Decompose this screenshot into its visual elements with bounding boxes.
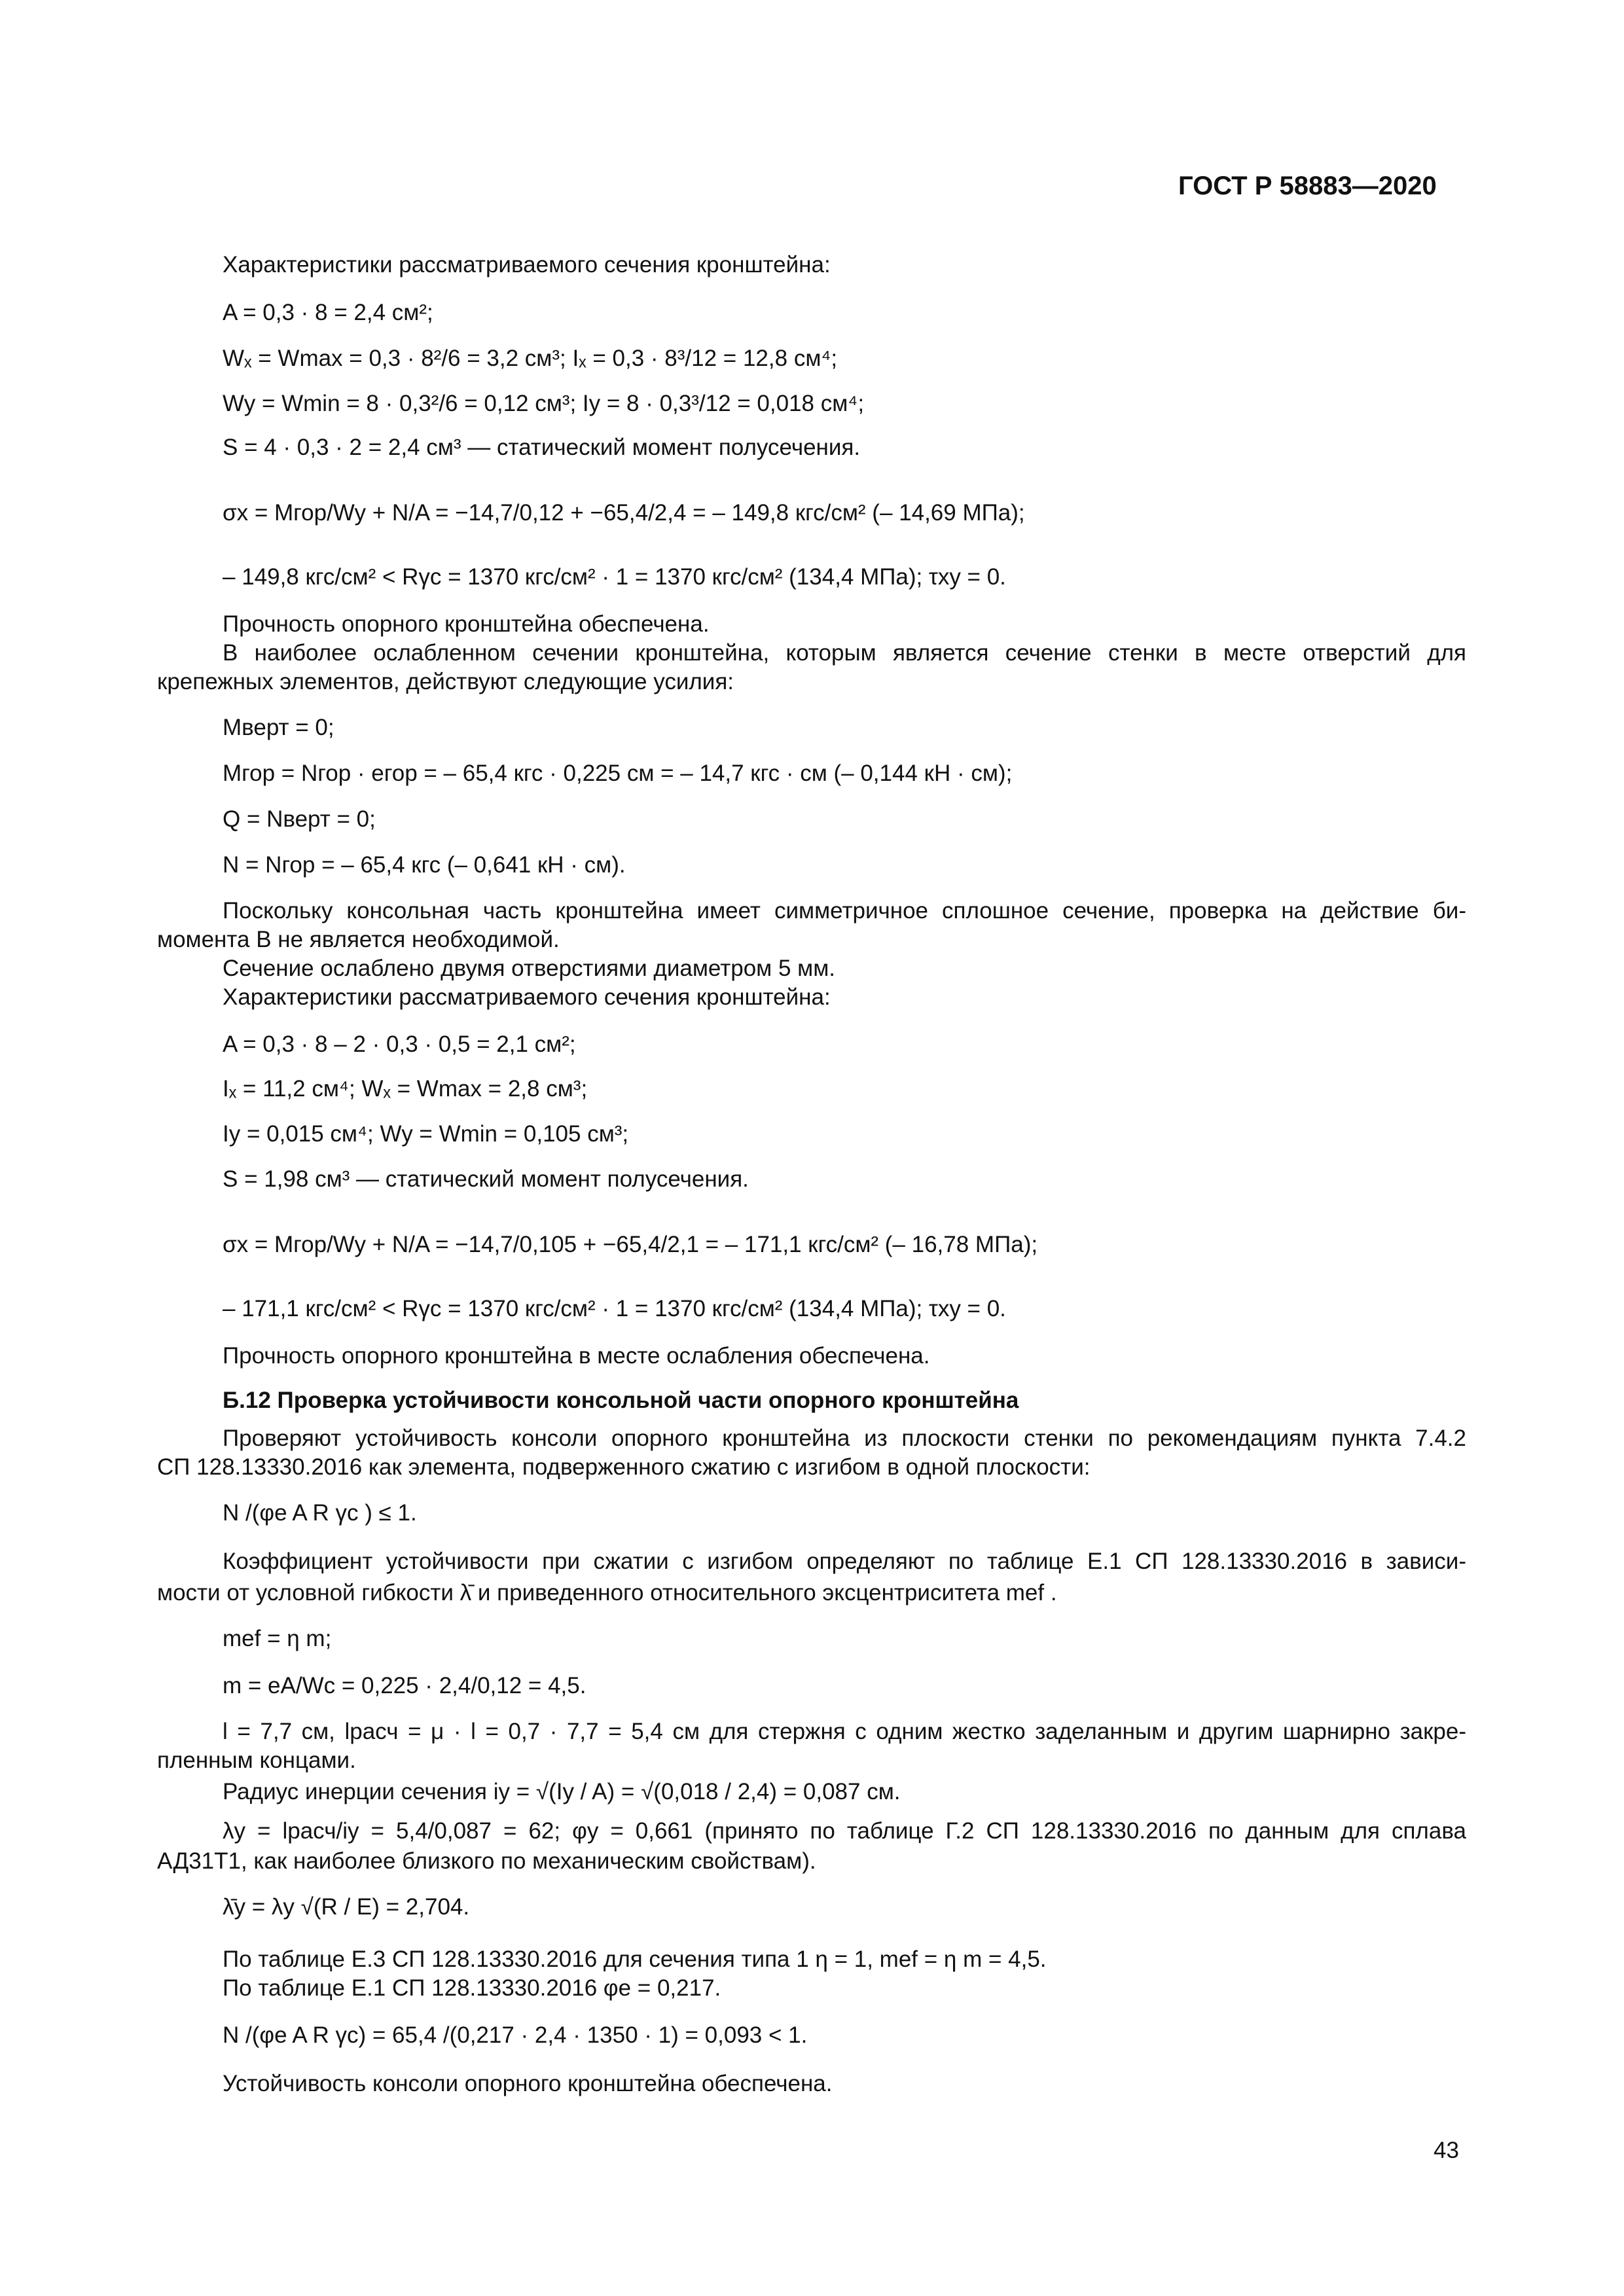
- formula-line: Wₓ = Wmax = 0,3 · 8²/6 = 3,2 см³; Iₓ = 0,3 · 8³/12 = 12,8 см⁴;: [223, 346, 838, 371]
- formula-line: λ̄y = λy √(R / E) = 2,704.: [223, 1894, 470, 1920]
- formula-line: m = eA/Wc = 0,225 · 2,4/0,12 = 4,5.: [223, 1673, 586, 1698]
- formula-line: – 149,8 кгс/см² < Rγc = 1370 кгс/см² · 1 = 1370 кгс/см² (134,4 МПа); τxy = 0.: [223, 564, 1006, 590]
- text-line: Прочность опорного кронштейна обеспечена.: [223, 611, 710, 637]
- text-line: Коэффициент устойчивости при сжатии с изгибом определяют по таблице Е.1 СП 128.13330.2016 в зависи-: [223, 1549, 1466, 1574]
- text-line: l = 7,7 см, lрасч = μ · l = 0,7 · 7,7 = 5,4 см для стержня с одним жестко заделанным и другим шарнирно закре-: [223, 1719, 1466, 1744]
- text-line: Устойчивость консоли опорного кронштейна обеспечена.: [223, 2071, 833, 2096]
- formula-line: S = 4 · 0,3 · 2 = 2,4 см³ — статический момент полусечения.: [223, 435, 861, 460]
- formula-line: σx = Mгор/Wy + N/A = −14,7/0,105 + −65,4/2,1 = – 171,1 кгс/см² (– 16,78 МПа);: [223, 1232, 1038, 1257]
- text-line: Поскольку консольная часть кронштейна имеет симметричное сплошное сечение, проверка на действие би-: [223, 898, 1466, 924]
- text-line: Сечение ослаблено двумя отверстиями диаметром 5 мм.: [223, 956, 835, 981]
- text-line: В наиболее ослабленном сечении кронштейна, которым является сечение стенки в месте отверстий для: [223, 640, 1466, 666]
- formula-line: Wy = Wmin = 8 · 0,3²/6 = 0,12 см³; Iy = 8 · 0,3³/12 = 0,018 см⁴;: [223, 391, 865, 416]
- text-line: мости от условной гибкости λ̄ и приведенного относительного эксцентриситета mef .: [157, 1580, 1057, 1605]
- formula-line: N /(φe A R γc ) ≤ 1.: [223, 1500, 417, 1526]
- text-line: СП 128.13330.2016 как элемента, подверженного сжатию с изгибом в одной плоскости:: [157, 1454, 1091, 1480]
- formula-line: A = 0,3 · 8 = 2,4 см²;: [223, 300, 433, 325]
- page-number: 43: [1434, 2138, 1459, 2163]
- formula-line: – 171,1 кгс/см² < Rγc = 1370 кгс/см² · 1 = 1370 кгс/см² (134,4 МПа); τxy = 0.: [223, 1296, 1006, 1321]
- formula-line: S = 1,98 см³ — статический момент полусечения.: [223, 1166, 749, 1192]
- formula-line: Iy = 0,015 см⁴; Wy = Wmin = 0,105 см³;: [223, 1121, 629, 1147]
- formula-line: Iₓ = 11,2 см⁴; Wₓ = Wmax = 2,8 см³;: [223, 1076, 588, 1102]
- formula-line: N /(φe A R γc) = 65,4 /(0,217 · 2,4 · 1350 · 1) = 0,093 < 1.: [223, 2022, 808, 2048]
- text-line: Прочность опорного кронштейна в месте ослабления обеспечена.: [223, 1343, 930, 1369]
- text-line: Характеристики рассматриваемого сечения кронштейна:: [223, 984, 831, 1010]
- text-line: пленным концами.: [157, 1748, 356, 1773]
- formula-line: Радиус инерции сечения iy = √(Iy / A) = √(0,018 / 2,4) = 0,087 см.: [223, 1779, 901, 1804]
- section-heading: Б.12 Проверка устойчивости консольной части опорного кронштейна: [223, 1388, 1019, 1413]
- text-line: АД31Т1, как наиболее близкого по механическим свойствам).: [157, 1848, 816, 1874]
- text-line: λy = lрасч/iy = 5,4/0,087 = 62; φy = 0,661 (принято по таблице Г.2 СП 128.13330.2016 по данным для сплава: [223, 1818, 1466, 1844]
- text-line: Проверяют устойчивость консоли опорного кронштейна из плоскости стенки по рекомендациям пункта 7.4.2: [223, 1426, 1466, 1451]
- formula-line: mef = η m;: [223, 1626, 332, 1651]
- formula-line: A = 0,3 · 8 – 2 · 0,3 · 0,5 = 2,1 см²;: [223, 1031, 576, 1057]
- formula-line: σx = Mгор/Wy + N/A = −14,7/0,12 + −65,4/2,4 = – 149,8 кгс/см² (– 14,69 МПа);: [223, 500, 1025, 526]
- formula-line: Mгор = Nгор · eгор = – 65,4 кгс · 0,225 см = – 14,7 кгс · см (– 0,144 кН · см);: [223, 761, 1013, 786]
- text-line: момента B не является необходимой.: [157, 927, 560, 952]
- text-line: Характеристики рассматриваемого сечения кронштейна:: [223, 252, 831, 278]
- formula-line: N = Nгор = – 65,4 кгс (– 0,641 кН · см).: [223, 852, 626, 878]
- text-line: крепежных элементов, действуют следующие усилия:: [157, 669, 734, 694]
- document-code: ГОСТ Р 58883—2020: [1178, 171, 1437, 200]
- text-line: По таблице Е.3 СП 128.13330.2016 для сечения типа 1 η = 1, mef = η m = 4,5.: [223, 1946, 1047, 1972]
- formula-line: Q = Nверт = 0;: [223, 806, 376, 832]
- text-line: По таблице Е.1 СП 128.13330.2016 φe = 0,217.: [223, 1975, 721, 2001]
- formula-line: Mверт = 0;: [223, 715, 334, 740]
